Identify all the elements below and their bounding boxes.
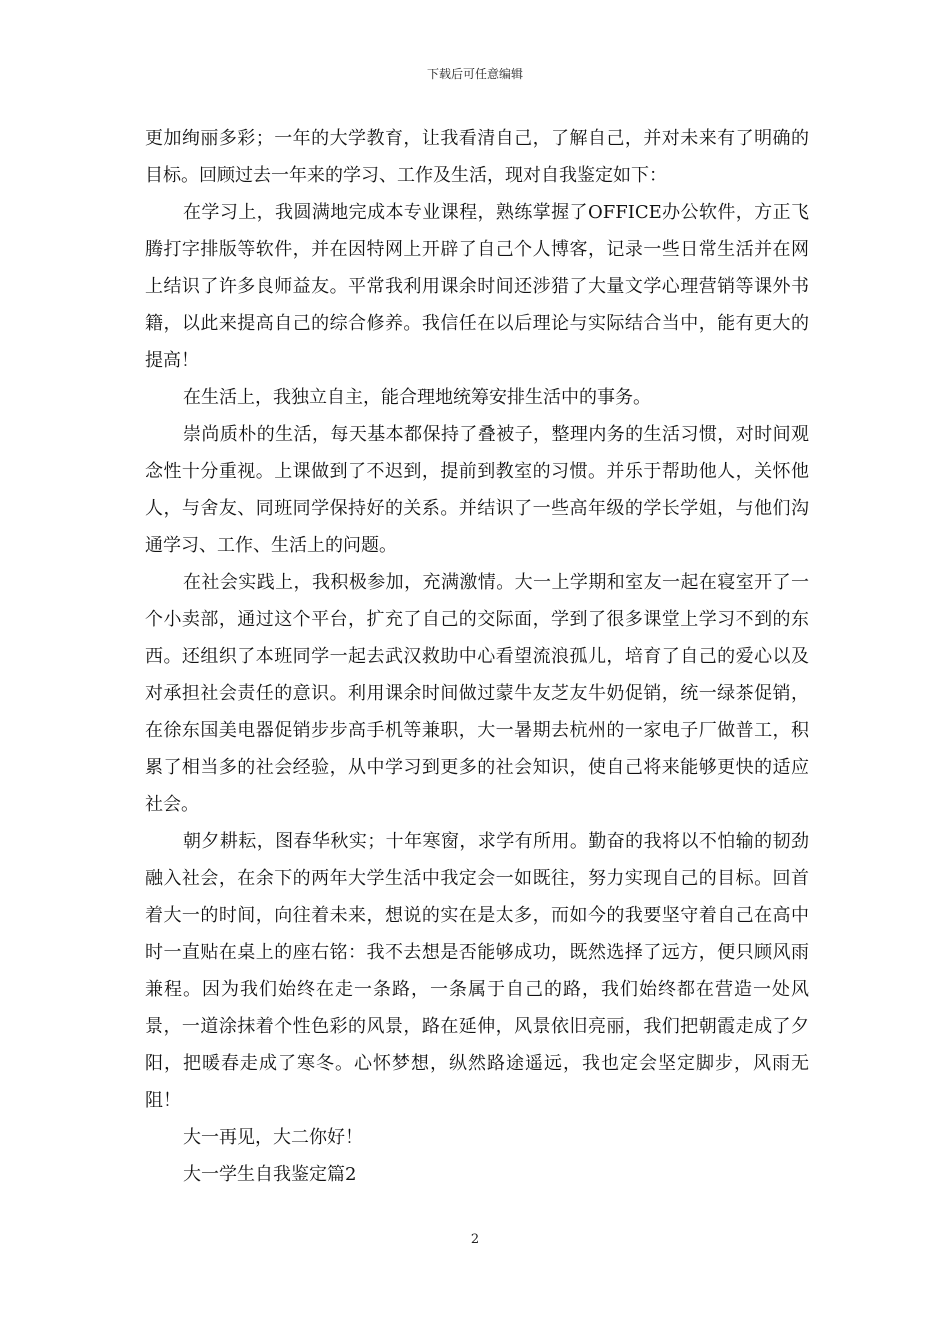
paragraph-farewell: 大一再见，大二你好！ xyxy=(183,1127,363,1148)
paragraph-life: 在生活上，我独立自主，能合理地统筹安排生活中的事务。 xyxy=(183,387,651,408)
paragraph-habits: 崇尚质朴的生活，每天基本都保持了叠被子，整理内务的生活习惯，对时间观念性十分重视。上课做到了不迟到，提前到教室的习惯。并乐于帮助他人，关怀他人，与舍友、同班同学保持好的关系。并结识了一些高年级的学长学姐，与他们沟通学习、工作、生活上的问题。 xyxy=(145,424,809,556)
section-heading: 大一学生自我鉴定篇2 xyxy=(183,1164,357,1185)
paragraph-study: 在学习上，我圆满地完成本专业课程，熟练掌握了OFFICE办公软件，方正飞腾打字排版等软件，并在因特网上开辟了自己个人博客，记录一些日常生活并在网上结识了许多良师益友。平常我利用课余时间还涉猎了大量文学心理营销等课外书籍，以此来提高自己的综合修养。我信任在以后理论与实际结合当中，能有更大的提高！ xyxy=(145,202,809,371)
paragraph-social-practice: 在社会实践上，我积极参加，充满激情。大一上学期和室友一起在寝室开了一个小卖部，通过这个平台，扩充了自己的交际面，学到了很多课堂上学习不到的东西。还组织了本班同学一起去武汉救助中心看望流浪孤儿，培育了自己的爱心以及对承担社会责任的意识。利用课余时间做过蒙牛友芝友牛奶促销，统一绿茶促销，在徐东国美电器促销步步高手机等兼职，大一暑期去杭州的一家电子厂做普工，积累了相当多的社会经验，从中学习到更多的社会知识，使自己将来能够更快的适应社会。 xyxy=(145,572,809,815)
paragraph-aspirations: 朝夕耕耘，图春华秋实；十年寒窗，求学有所用。勤奋的我将以不怕输的韧劲融入社会，在余下的两年大学生活中我定会一如既往，努力实现自己的目标。回首着大一的时间，向往着未来，想说的实在是太多，而如今的我要坚守着自己在高中时一直贴在桌上的座右铭：我不去想是否能够成功，既然选择了远方，便只顾风雨兼程。因为我们始终在走一条路，一条属于自己的路，我们始终都在营造一处风景，一道涂抹着个性色彩的风景，路在延伸，风景依旧亮丽，我们把朝霞走成了夕阳，把暖春走成了寒冬。心怀梦想，纵然路途遥远，我也定会坚定脚步，风雨无阻！ xyxy=(145,831,809,1111)
document-body xyxy=(145,120,809,1193)
page-number: 2 xyxy=(470,1232,480,1247)
page-header: 下载后可任意编辑 xyxy=(426,67,523,81)
paragraph-continuation: 更加绚丽多彩；一年的大学教育，让我看清自己，了解自己，并对未来有了明确的目标。回顾过去一年来的学习、工作及生活，现对自我鉴定如下： xyxy=(145,128,809,186)
